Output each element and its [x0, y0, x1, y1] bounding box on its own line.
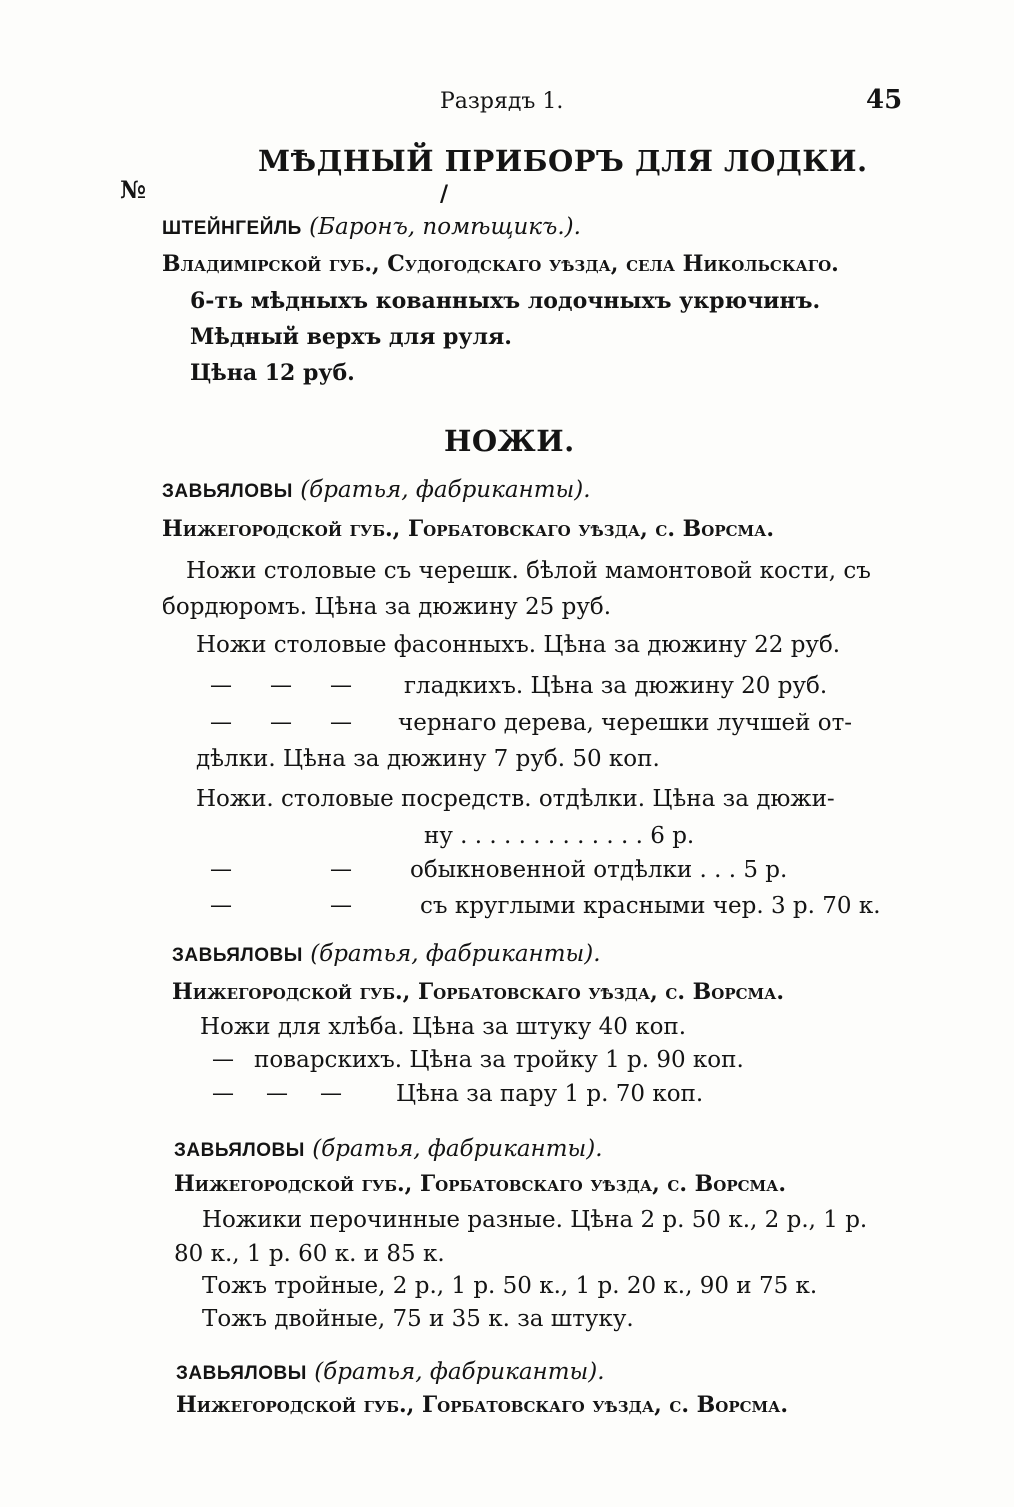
item-line: — —	[210, 893, 352, 918]
entry-header	[162, 213, 581, 243]
maker-name: ЗАВЬЯЛОВЫ	[174, 1140, 305, 1161]
number-sign: №	[120, 175, 147, 204]
slash-mark: /	[440, 181, 449, 207]
running-header: Разрядъ 1.	[440, 89, 564, 114]
entry-header	[176, 1358, 605, 1388]
item-line: чернаго дерева, черешки лучшей от-	[398, 710, 853, 736]
item-line: дѣлки. Цѣна за дюжину 7 руб. 50 коп.	[196, 746, 660, 772]
item-line: — — —	[210, 710, 352, 735]
maker-address: Нижегородской губ., Горбатовскаго уѣзда, с. Ворсма.	[172, 979, 785, 1005]
section-title-boat: МѢДНЫЙ ПРИБОРЪ ДЛЯ ЛОДКИ.	[258, 144, 868, 178]
maker-address: Владимірской губ., Судогодскаго уѣзда, села Никольскаго.	[162, 251, 839, 277]
maker-role: (братья, фабриканты).	[300, 477, 591, 503]
item-line: Ножи для хлѣба. Цѣна за штуку 40 коп.	[200, 1014, 687, 1040]
item-line: Ножи столовые съ черешк. бѣлой мамонтовой кости, съ	[186, 558, 871, 584]
entry-header	[172, 940, 601, 970]
maker-name: ЗАВЬЯЛОВЫ	[172, 945, 303, 966]
item-line: Цѣна за пару 1 р. 70 коп.	[396, 1081, 704, 1107]
item-line: 80 к., 1 р. 60 к. и 85 к.	[174, 1241, 445, 1267]
item-line: ну . . . . . . . . . . . . . 6 р.	[424, 823, 695, 849]
item-line: поварскихъ. Цѣна за тройку 1 р. 90 коп.	[254, 1047, 744, 1073]
entry-header	[162, 476, 591, 506]
maker-name: ЗАВЬЯЛОВЫ	[162, 481, 293, 502]
item-line: 6-ть мѣдныхъ кованныхъ лодочныхъ укрючинъ.	[190, 288, 821, 314]
page-number: 45	[866, 85, 903, 115]
item-line: бордюромъ. Цѣна за дюжину 25 руб.	[162, 594, 612, 620]
item-line: Мѣдный верхъ для руля.	[190, 324, 512, 350]
maker-name: ЗАВЬЯЛОВЫ	[176, 1363, 307, 1384]
maker-role: (Баронъ, помѣщикъ.).	[309, 214, 581, 240]
item-line: обыкновенной отдѣлки . . . 5 р.	[410, 857, 788, 883]
item-line: Тожъ двойные, 75 и 35 к. за штуку.	[202, 1306, 634, 1332]
item-line: съ круглыми красными чер. 3 р. 70 к.	[420, 893, 881, 919]
maker-role: (братья, фабриканты).	[310, 941, 601, 967]
entry-header	[174, 1135, 603, 1165]
maker-address: Нижегородской губ., Горбатовскаго уѣзда, с. Ворсма.	[162, 516, 775, 542]
item-line: Ножи. столовые посредств. отдѣлки. Цѣна за дюжи-	[196, 786, 835, 812]
item-line: — — —	[212, 1081, 342, 1106]
item-line: Ножи столовые фасонныхъ. Цѣна за дюжину 22 руб.	[196, 632, 841, 658]
maker-role: (братья, фабриканты).	[312, 1136, 603, 1162]
item-line: гладкихъ. Цѣна за дюжину 20 руб.	[404, 673, 828, 699]
section-title-knives: НОЖИ.	[444, 424, 575, 458]
maker-role: (братья, фабриканты).	[314, 1359, 605, 1385]
item-line: Ножики перочинные разные. Цѣна 2 р. 50 к., 2 р., 1 р.	[202, 1207, 868, 1233]
maker-address: Нижегородской губ., Горбатовскаго уѣзда, с. Ворсма.	[174, 1171, 787, 1197]
maker-name: ШТЕЙНГЕЙЛЬ	[162, 218, 302, 239]
maker-address: Нижегородской губ., Горбатовскаго уѣзда, с. Ворсма.	[176, 1392, 789, 1418]
item-line: — —	[210, 857, 352, 882]
item-line: Тожъ тройные, 2 р., 1 р. 50 к., 1 р. 20 к., 90 и 75 к.	[202, 1273, 818, 1299]
item-line: —	[212, 1047, 234, 1072]
item-line: — — —	[210, 673, 352, 698]
item-line: Цѣна 12 руб.	[190, 360, 355, 386]
